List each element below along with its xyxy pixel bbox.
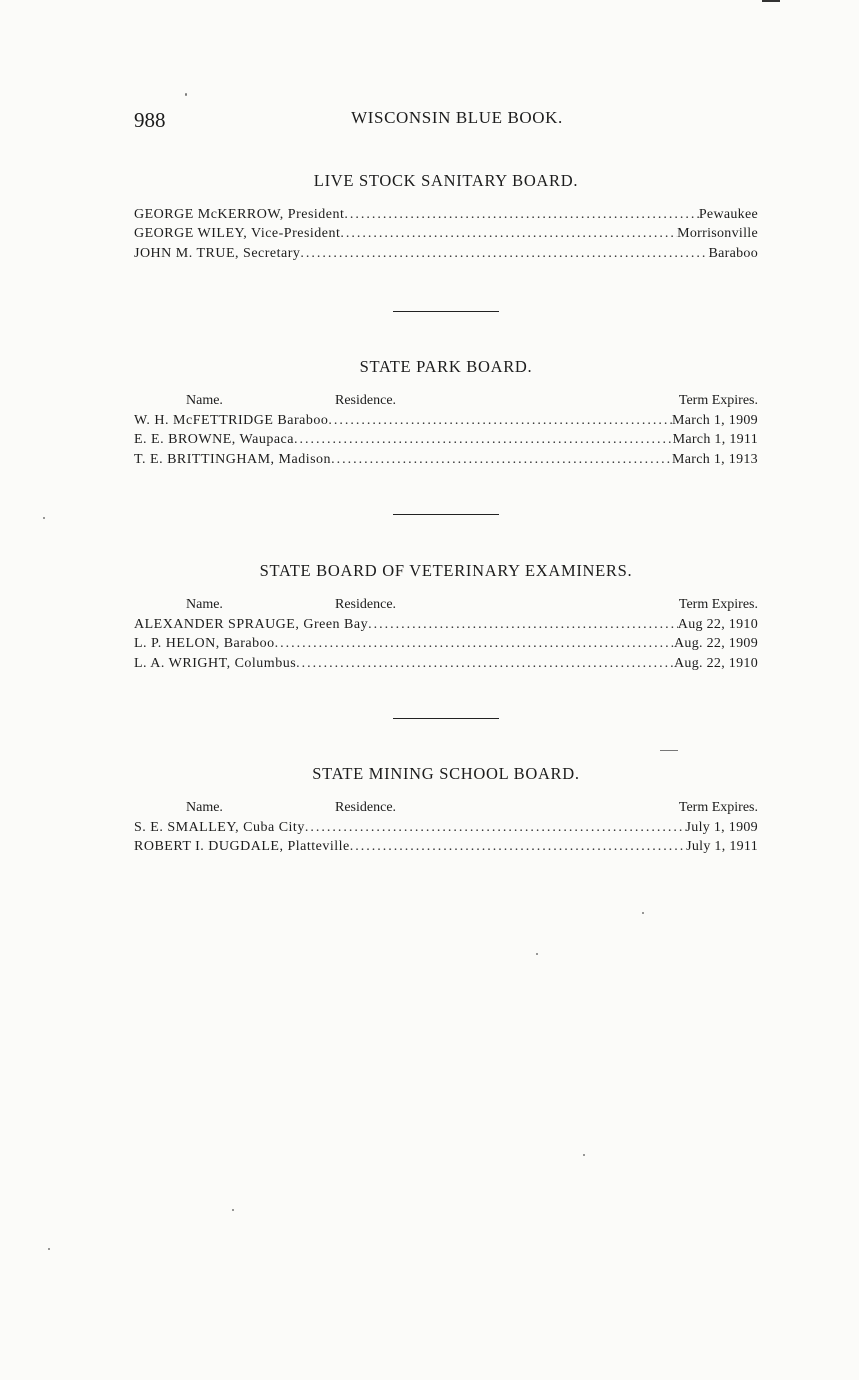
entry-name: S. E. SMALLEY, Cuba City xyxy=(134,820,305,835)
column-header-name: Name. xyxy=(186,393,223,408)
dot-leader xyxy=(294,430,673,449)
entry-list xyxy=(134,205,758,263)
entry-row xyxy=(134,205,758,224)
page-number: 988 xyxy=(134,108,166,132)
scan-speck xyxy=(232,1209,234,1211)
dot-leader xyxy=(331,450,672,469)
dot-leader xyxy=(350,837,686,856)
scan-speck xyxy=(660,750,678,751)
entry-row xyxy=(134,224,758,243)
entry-list xyxy=(134,411,758,469)
entry-value: Baraboo xyxy=(708,245,758,261)
entry-name: GEORGE WILEY, Vice-President xyxy=(134,226,341,242)
entry-row xyxy=(134,244,758,263)
entry-value: July 1, 1911 xyxy=(686,839,758,855)
entry-value: Aug 22, 1910 xyxy=(677,617,758,632)
entry-value: March 1, 1909 xyxy=(672,413,758,428)
entry-list xyxy=(134,615,758,673)
dot-leader xyxy=(344,205,698,224)
entry-row xyxy=(134,430,758,449)
column-header-residence: Residence. xyxy=(335,800,397,815)
running-title-text: WISCONSIN BLUE BOOK. xyxy=(351,108,563,127)
dot-leader xyxy=(275,634,674,653)
entry-row xyxy=(134,654,758,673)
entry-name: ALEXANDER SPRAUGE, Green Bay xyxy=(134,617,369,632)
entry-name: JOHN M. TRUE, Secretary xyxy=(134,245,301,261)
column-header-term: Term Expires. xyxy=(678,393,758,408)
dot-leader xyxy=(296,654,674,673)
scan-speck xyxy=(185,93,187,96)
section-state-mining-school-board xyxy=(134,763,758,857)
entry-name: E. E. BROWNE, Waupaca xyxy=(134,432,294,448)
entry-row xyxy=(134,615,758,634)
entry-name: W. H. McFETTRIDGE Baraboo xyxy=(134,413,329,428)
section-title: LIVE STOCK SANITARY BOARD. xyxy=(313,171,579,190)
entry-row xyxy=(134,634,758,653)
column-headers xyxy=(134,800,758,820)
section-title: STATE BOARD OF VETERINARY EXAMINERS. xyxy=(259,561,633,580)
section-title: STATE MINING SCHOOL BOARD. xyxy=(312,764,580,783)
entry-value: Aug. 22, 1910 xyxy=(673,655,758,671)
scan-speck xyxy=(536,953,538,955)
page-header xyxy=(134,106,758,134)
entry-value: Morrisonville xyxy=(677,226,758,242)
scan-speck xyxy=(642,912,644,914)
entry-row xyxy=(134,837,758,856)
dot-leader xyxy=(340,224,677,243)
section-divider xyxy=(393,718,499,719)
dot-leader xyxy=(300,244,708,263)
section-state-park-board xyxy=(134,356,758,469)
scan-speck xyxy=(43,517,45,519)
column-header-residence: Residence. xyxy=(335,393,397,408)
column-headers xyxy=(134,597,758,617)
entry-value: Pewaukee xyxy=(698,207,758,222)
section-divider xyxy=(393,514,499,515)
entry-name: GEORGE McKERROW, President xyxy=(134,207,345,222)
entry-value: July 1, 1909 xyxy=(685,820,758,835)
column-header-residence: Residence. xyxy=(335,597,397,612)
column-header-name: Name. xyxy=(186,800,223,815)
scan-speck xyxy=(762,0,780,2)
entry-value: Aug. 22, 1909 xyxy=(673,636,758,652)
section-state-board-of-veterinary-examiners xyxy=(134,560,758,673)
column-header-name: Name. xyxy=(186,597,223,612)
scan-speck xyxy=(48,1248,50,1250)
column-headers xyxy=(134,393,758,413)
section-live-stock-sanitary-board xyxy=(134,170,758,263)
scan-speck xyxy=(583,1154,585,1156)
entry-name: ROBERT I. DUGDALE, Platteville xyxy=(134,839,350,855)
dot-leader xyxy=(305,818,686,837)
dot-leader xyxy=(328,411,672,430)
section-title: STATE PARK BOARD. xyxy=(359,357,533,376)
dot-leader xyxy=(368,615,678,634)
column-header-term: Term Expires. xyxy=(678,597,758,612)
entry-row xyxy=(134,450,758,469)
column-header-term: Term Expires. xyxy=(678,800,758,815)
entry-name: L. A. WRIGHT, Columbus xyxy=(134,655,297,671)
entry-value: March 1, 1913 xyxy=(672,451,758,467)
entry-row xyxy=(134,818,758,837)
section-divider xyxy=(393,311,499,312)
entry-list xyxy=(134,818,758,857)
entry-value: March 1, 1911 xyxy=(672,432,758,448)
entry-row xyxy=(134,411,758,430)
entry-name: T. E. BRITTINGHAM, Madison xyxy=(134,451,332,467)
entry-name: L. P. HELON, Baraboo xyxy=(134,636,275,652)
running-title xyxy=(134,108,758,128)
